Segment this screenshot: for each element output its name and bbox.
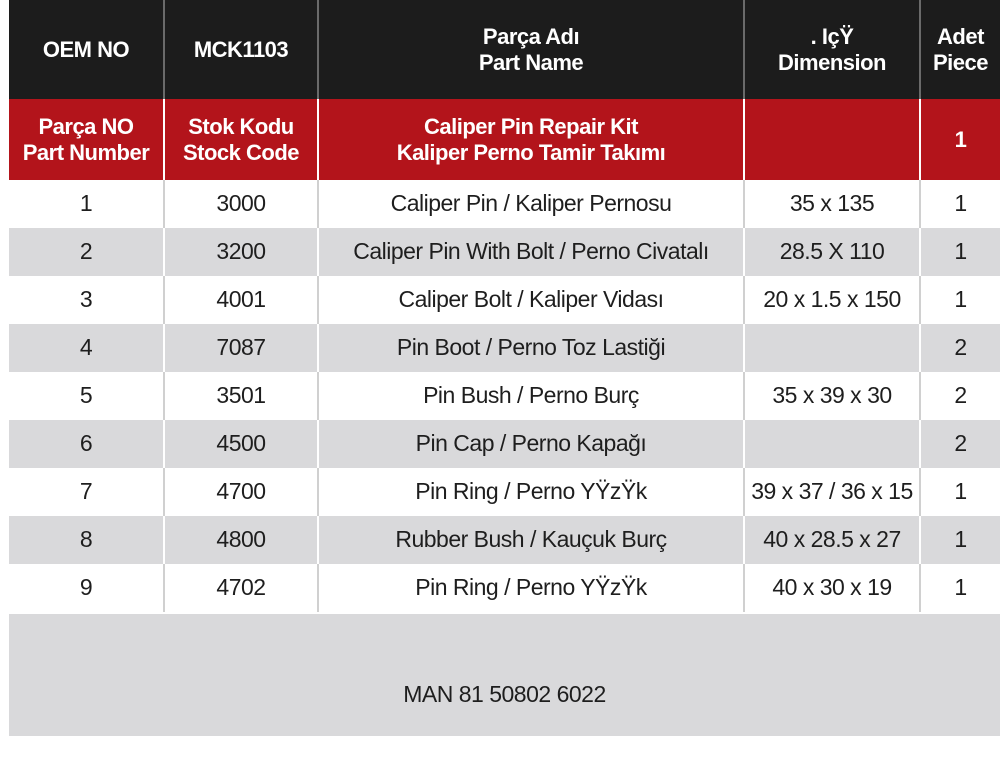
stock-code-header [165,99,319,180]
part-name-tr: Parça Adı [482,23,580,49]
part-no-tr: Parça NO [38,113,134,139]
kit-name-en: Caliper Pin Repair Kit [424,113,638,139]
kit-piece: 1 [954,126,967,152]
kit-subheader-row [9,99,1000,180]
piece-header [921,0,1000,99]
dimension: 35 x 135 [745,180,921,228]
oem-number-footer [9,614,1000,736]
part-number: 4 [9,324,165,372]
part-number: 7 [9,468,165,516]
dimension: 20 x 1.5 x 150 [745,276,921,324]
part-name: Pin Boot / Perno Toz Lastiği [319,324,745,372]
part-number: 8 [9,516,165,564]
stock-code: 3501 [165,372,319,420]
part-number: 2 [9,228,165,276]
stock-tr: Stok Kodu [188,113,294,139]
dimension: 28.5 X 110 [745,228,921,276]
table-row [9,180,1000,228]
part-name: Pin Ring / Perno YŸzŸk [319,564,745,612]
dimension: 40 x 30 x 19 [745,564,921,612]
quantity: 1 [954,190,967,217]
dimension: 39 x 37 / 36 x 15 [745,468,921,516]
kit-dimension [745,99,921,180]
stock-code: 4800 [165,516,319,564]
stock-code: 4500 [165,420,319,468]
table-row [9,516,1000,564]
kit-name [319,99,745,180]
quantity: 1 [954,286,967,313]
quantity: 2 [954,430,967,457]
part-number-header [9,99,165,180]
table-row [9,276,1000,324]
parts-table [9,0,1000,736]
quantity: 2 [954,334,967,361]
stock-code: 7087 [165,324,319,372]
quantity: 1 [954,238,967,265]
dimension [745,420,921,468]
quantity: 2 [954,382,967,409]
part-name-header [319,0,745,99]
table-row [9,420,1000,468]
part-name: Pin Cap / Perno Kapağı [319,420,745,468]
table-row [9,372,1000,420]
part-number: 9 [9,564,165,612]
dimension-tr: . IçŸ [810,23,854,49]
dimension: 40 x 28.5 x 27 [745,516,921,564]
part-number: 1 [9,180,165,228]
table-row [9,564,1000,612]
piece-tr: Adet [937,23,984,49]
dimension: 35 x 39 x 30 [745,372,921,420]
stock-code: 3200 [165,228,319,276]
table-row [9,468,1000,516]
part-name: Caliper Bolt / Kaliper Vidası [319,276,745,324]
table-row [9,324,1000,372]
stock-code: 4700 [165,468,319,516]
part-name: Caliper Pin With Bolt / Perno Civatalı [319,228,745,276]
dimension [745,324,921,372]
quantity: 1 [954,574,967,601]
quantity: 1 [954,478,967,505]
part-name: Caliper Pin / Kaliper Pernosu [319,180,745,228]
part-no-en: Part Number [22,139,150,165]
part-number: 5 [9,372,165,420]
part-name-en: Part Name [478,49,584,75]
kit-code: MCK1103 [165,0,319,99]
quantity: 1 [954,526,967,553]
kit-name-tr: Kaliper Perno Tamir Takımı [396,139,666,165]
table-header-row [9,0,1000,99]
part-number: 6 [9,420,165,468]
stock-en: Stock Code [182,139,300,165]
stock-code: 4702 [165,564,319,612]
oem-number: MAN 81 50802 6022 [403,681,606,707]
piece-en: Piece [933,49,988,75]
part-name: Pin Ring / Perno YŸzŸk [319,468,745,516]
part-number: 3 [9,276,165,324]
table-body [9,180,1000,612]
stock-code: 3000 [165,180,319,228]
stock-code: 4001 [165,276,319,324]
table-row [9,228,1000,276]
part-name: Rubber Bush / Kauçuk Burç [319,516,745,564]
oem-label: OEM NO [9,0,165,99]
part-name: Pin Bush / Perno Burç [319,372,745,420]
dimension-header [745,0,921,99]
dimension-en: Dimension [778,49,886,75]
